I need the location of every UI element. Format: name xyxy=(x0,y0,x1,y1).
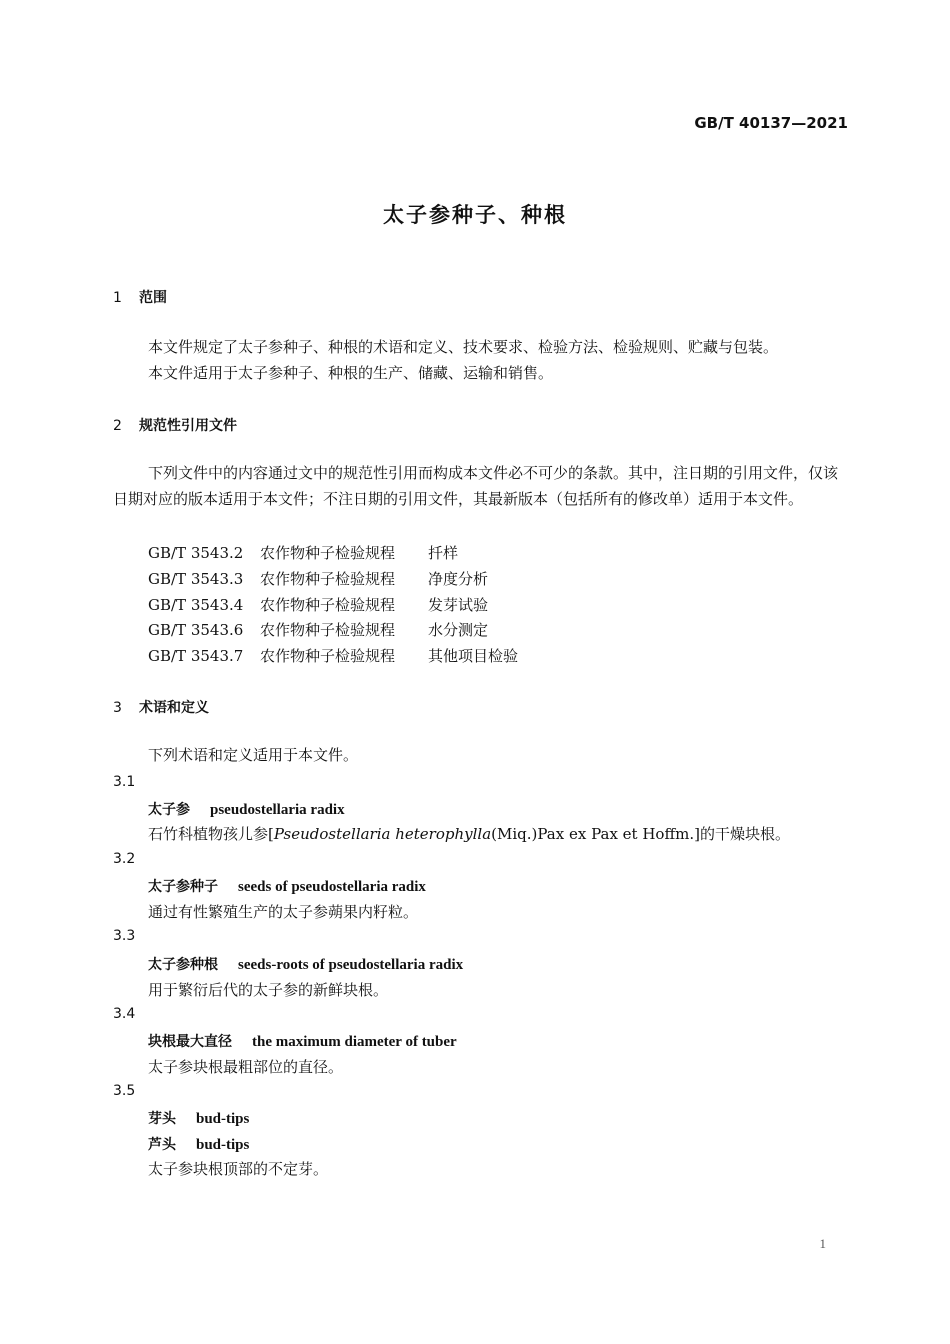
term-heading xyxy=(148,1108,249,1128)
section-heading-normative xyxy=(113,415,237,435)
term-definition: 太子参块根最粗部位的直径。 xyxy=(148,1058,344,1076)
reference-part: 净度分析 xyxy=(428,570,489,588)
term-en: bud-tips xyxy=(196,1137,250,1153)
term-number: 3.2 xyxy=(113,851,136,867)
reference-part: 其他项目检验 xyxy=(428,647,519,665)
term-definition: 通过有性繁殖生产的太子参蒴果内籽粒。 xyxy=(148,903,419,921)
term-heading-alt xyxy=(148,1134,249,1154)
reference-code: GB/T 3543.7 xyxy=(148,647,244,665)
section-title: 规范性引用文件 xyxy=(139,418,237,434)
term-heading xyxy=(148,954,463,974)
scope-paragraph-1: 本文件规定了太子参种子、种根的术语和定义、技术要求、检验方法、检验规则、贮藏与包装。 xyxy=(148,338,779,356)
reference-name: 农作物种子检验规程 xyxy=(260,596,396,614)
reference-row xyxy=(148,619,488,640)
term-zh: 太子参种子 xyxy=(148,879,218,895)
term-number: 3.4 xyxy=(113,1006,136,1022)
term-number: 3.3 xyxy=(113,928,136,944)
reference-part: 发芽试验 xyxy=(428,596,489,614)
term-number: 3.5 xyxy=(113,1083,136,1099)
reference-part: 扦样 xyxy=(428,544,459,562)
normative-intro: 下列文件中的内容通过文中的规范性引用而构成本文件必不可少的条款。其中，注日期的引用文件，仅该日期对应的版本适用于本文件；不注日期的引用文件，其最新版本（包括所有的修改单）适用于本文件。 xyxy=(113,464,839,508)
term-zh: 块根最大直径 xyxy=(148,1034,232,1050)
term-zh: 芽头 xyxy=(148,1111,176,1127)
page-number: 1 xyxy=(819,1236,826,1251)
reference-part: 水分测定 xyxy=(428,621,489,639)
section-title: 术语和定义 xyxy=(139,700,209,716)
term-definition: 太子参块根顶部的不定芽。 xyxy=(148,1160,329,1178)
reference-name: 农作物种子检验规程 xyxy=(260,544,396,562)
term-en: seeds-roots of pseudostellaria radix xyxy=(238,957,464,973)
term-heading xyxy=(148,799,345,819)
reference-name: 农作物种子检验规程 xyxy=(260,570,396,588)
term-heading xyxy=(148,1031,457,1051)
section-number: 2 xyxy=(113,418,122,434)
document-title: 太子参种子、种根 xyxy=(383,203,567,227)
reference-row xyxy=(148,645,518,666)
term-zh: 太子参种根 xyxy=(148,957,218,973)
term-en: the maximum diameter of tuber xyxy=(252,1034,457,1050)
definition-text: 石竹科植物孩儿参[ xyxy=(148,825,274,843)
section-heading-terms xyxy=(113,697,209,717)
section-title: 范围 xyxy=(139,290,167,306)
definition-text: (Miq.)Pax ex Pax et Hoffm.]的干燥块根。 xyxy=(491,825,790,843)
term-en: seeds of pseudostellaria radix xyxy=(238,879,426,895)
standard-code: GB/T 40137—2021 xyxy=(694,114,848,132)
term-en: bud-tips xyxy=(196,1111,250,1127)
term-en: pseudostellaria radix xyxy=(210,802,345,818)
section-number: 3 xyxy=(113,700,122,716)
term-number: 3.1 xyxy=(113,774,136,790)
latin-name: Pseudostellaria heterophylla xyxy=(273,825,492,843)
term-definition xyxy=(148,823,790,844)
term-zh: 芦头 xyxy=(148,1137,176,1153)
reference-code: GB/T 3543.6 xyxy=(148,621,244,639)
section-heading-scope xyxy=(113,287,167,307)
reference-row xyxy=(148,568,488,589)
term-zh: 太子参 xyxy=(148,802,190,818)
reference-code: GB/T 3543.2 xyxy=(148,544,244,562)
reference-code: GB/T 3543.4 xyxy=(148,596,244,614)
term-heading xyxy=(148,876,426,896)
term-definition: 用于繁衍后代的太子参的新鲜块根。 xyxy=(148,981,389,999)
reference-code: GB/T 3543.3 xyxy=(148,570,244,588)
reference-row xyxy=(148,542,458,563)
terms-intro: 下列术语和定义适用于本文件。 xyxy=(148,746,359,764)
section-number: 1 xyxy=(113,290,122,306)
reference-row xyxy=(148,594,488,615)
reference-name: 农作物种子检验规程 xyxy=(260,621,396,639)
reference-name: 农作物种子检验规程 xyxy=(260,647,396,665)
scope-paragraph-2: 本文件适用于太子参种子、种根的生产、储藏、运输和销售。 xyxy=(148,364,554,382)
